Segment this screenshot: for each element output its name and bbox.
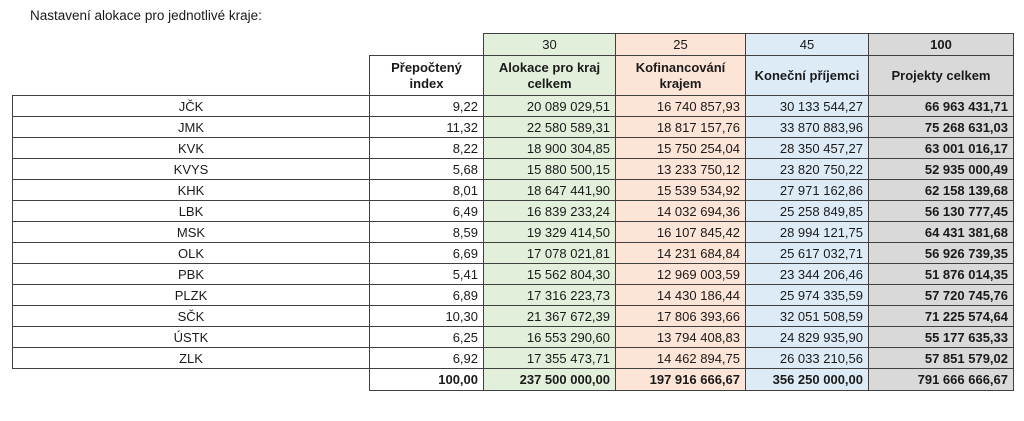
allocation-table bbox=[12, 33, 1014, 391]
alokace-value: 18 900 304,85 bbox=[484, 138, 616, 159]
region-label: PLZK bbox=[13, 285, 370, 306]
table-row bbox=[13, 327, 1014, 348]
celkem-value: 63 001 016,17 bbox=[869, 138, 1014, 159]
empty-cell bbox=[13, 34, 484, 56]
table-row bbox=[13, 222, 1014, 243]
empty-cell bbox=[13, 56, 370, 96]
region-label: KVYS bbox=[13, 159, 370, 180]
table-row bbox=[13, 306, 1014, 327]
celkem-value: 75 268 631,03 bbox=[869, 117, 1014, 138]
kofinancovani-value: 18 817 157,76 bbox=[616, 117, 746, 138]
index-value: 8,01 bbox=[370, 180, 484, 201]
celkem-value: 51 876 014,35 bbox=[869, 264, 1014, 285]
index-value: 11,32 bbox=[370, 117, 484, 138]
total-index: 100,00 bbox=[370, 369, 484, 391]
percent-row bbox=[13, 34, 1014, 56]
header-index: Přepočtený index bbox=[370, 56, 484, 96]
total-prijemci: 356 250 000,00 bbox=[746, 369, 869, 391]
header-kofinancovani: Kofinancování krajem bbox=[616, 56, 746, 96]
celkem-value: 62 158 139,68 bbox=[869, 180, 1014, 201]
prijemci-value: 28 994 121,75 bbox=[746, 222, 869, 243]
region-label: LBK bbox=[13, 201, 370, 222]
kofinancovani-value: 12 969 003,59 bbox=[616, 264, 746, 285]
prijemci-value: 33 870 883,96 bbox=[746, 117, 869, 138]
header-celkem: Projekty celkem bbox=[869, 56, 1014, 96]
region-label: ZLK bbox=[13, 348, 370, 369]
kofinancovani-value: 14 462 894,75 bbox=[616, 348, 746, 369]
page-title: Nastavení alokace pro jednotlivé kraje: bbox=[30, 8, 262, 23]
index-value: 10,30 bbox=[370, 306, 484, 327]
kofinancovani-value: 17 806 393,66 bbox=[616, 306, 746, 327]
region-label: JMK bbox=[13, 117, 370, 138]
kofinancovani-value: 16 740 857,93 bbox=[616, 96, 746, 117]
kofinancovani-value: 13 233 750,12 bbox=[616, 159, 746, 180]
prijemci-value: 30 133 544,27 bbox=[746, 96, 869, 117]
percent-prijemci: 45 bbox=[746, 34, 869, 56]
prijemci-value: 28 350 457,27 bbox=[746, 138, 869, 159]
alokace-value: 16 553 290,60 bbox=[484, 327, 616, 348]
prijemci-value: 23 820 750,22 bbox=[746, 159, 869, 180]
kofinancovani-value: 14 231 684,84 bbox=[616, 243, 746, 264]
header-row bbox=[13, 56, 1014, 96]
percent-kofinancovani: 25 bbox=[616, 34, 746, 56]
index-value: 8,59 bbox=[370, 222, 484, 243]
celkem-value: 56 926 739,35 bbox=[869, 243, 1014, 264]
region-label: KHK bbox=[13, 180, 370, 201]
table-row bbox=[13, 243, 1014, 264]
alokace-value: 18 647 441,90 bbox=[484, 180, 616, 201]
table-row bbox=[13, 180, 1014, 201]
prijemci-value: 25 617 032,71 bbox=[746, 243, 869, 264]
celkem-value: 57 720 745,76 bbox=[869, 285, 1014, 306]
header-alokace: Alokace pro kraj celkem bbox=[484, 56, 616, 96]
prijemci-value: 24 829 935,90 bbox=[746, 327, 869, 348]
empty-cell bbox=[13, 369, 370, 391]
prijemci-value: 25 258 849,85 bbox=[746, 201, 869, 222]
alokace-value: 17 355 473,71 bbox=[484, 348, 616, 369]
celkem-value: 55 177 635,33 bbox=[869, 327, 1014, 348]
celkem-value: 57 851 579,02 bbox=[869, 348, 1014, 369]
region-label: MSK bbox=[13, 222, 370, 243]
index-value: 6,89 bbox=[370, 285, 484, 306]
kofinancovani-value: 14 032 694,36 bbox=[616, 201, 746, 222]
table-row bbox=[13, 285, 1014, 306]
prijemci-value: 25 974 335,59 bbox=[746, 285, 869, 306]
celkem-value: 64 431 381,68 bbox=[869, 222, 1014, 243]
alokace-value: 19 329 414,50 bbox=[484, 222, 616, 243]
region-label: KVK bbox=[13, 138, 370, 159]
alokace-value: 15 562 804,30 bbox=[484, 264, 616, 285]
index-value: 8,22 bbox=[370, 138, 484, 159]
table-row bbox=[13, 201, 1014, 222]
alokace-value: 17 316 223,73 bbox=[484, 285, 616, 306]
percent-celkem: 100 bbox=[869, 34, 1014, 56]
total-celkem: 791 666 666,67 bbox=[869, 369, 1014, 391]
kofinancovani-value: 13 794 408,83 bbox=[616, 327, 746, 348]
kofinancovani-value: 16 107 845,42 bbox=[616, 222, 746, 243]
table-row bbox=[13, 159, 1014, 180]
index-value: 5,68 bbox=[370, 159, 484, 180]
table-row bbox=[13, 96, 1014, 117]
kofinancovani-value: 14 430 186,44 bbox=[616, 285, 746, 306]
index-value: 6,25 bbox=[370, 327, 484, 348]
alokace-value: 16 839 233,24 bbox=[484, 201, 616, 222]
table-row bbox=[13, 117, 1014, 138]
alokace-value: 20 089 029,51 bbox=[484, 96, 616, 117]
kofinancovani-value: 15 539 534,92 bbox=[616, 180, 746, 201]
prijemci-value: 23 344 206,46 bbox=[746, 264, 869, 285]
total-row bbox=[13, 369, 1014, 391]
index-value: 5,41 bbox=[370, 264, 484, 285]
kofinancovani-value: 15 750 254,04 bbox=[616, 138, 746, 159]
alokace-value: 15 880 500,15 bbox=[484, 159, 616, 180]
total-alokace: 237 500 000,00 bbox=[484, 369, 616, 391]
region-label: OLK bbox=[13, 243, 370, 264]
percent-alokace: 30 bbox=[484, 34, 616, 56]
prijemci-value: 26 033 210,56 bbox=[746, 348, 869, 369]
region-label: ÚSTK bbox=[13, 327, 370, 348]
celkem-value: 66 963 431,71 bbox=[869, 96, 1014, 117]
table-row bbox=[13, 264, 1014, 285]
alokace-value: 21 367 672,39 bbox=[484, 306, 616, 327]
alokace-value: 22 580 589,31 bbox=[484, 117, 616, 138]
celkem-value: 52 935 000,49 bbox=[869, 159, 1014, 180]
header-prijemci: Koneční příjemci bbox=[746, 56, 869, 96]
prijemci-value: 32 051 508,59 bbox=[746, 306, 869, 327]
index-value: 6,69 bbox=[370, 243, 484, 264]
index-value: 6,92 bbox=[370, 348, 484, 369]
index-value: 6,49 bbox=[370, 201, 484, 222]
table-row bbox=[13, 138, 1014, 159]
celkem-value: 56 130 777,45 bbox=[869, 201, 1014, 222]
celkem-value: 71 225 574,64 bbox=[869, 306, 1014, 327]
table-row bbox=[13, 348, 1014, 369]
prijemci-value: 27 971 162,86 bbox=[746, 180, 869, 201]
region-label: SČK bbox=[13, 306, 370, 327]
alokace-value: 17 078 021,81 bbox=[484, 243, 616, 264]
index-value: 9,22 bbox=[370, 96, 484, 117]
region-label: PBK bbox=[13, 264, 370, 285]
region-label: JČK bbox=[13, 96, 370, 117]
total-kofinancovani: 197 916 666,67 bbox=[616, 369, 746, 391]
